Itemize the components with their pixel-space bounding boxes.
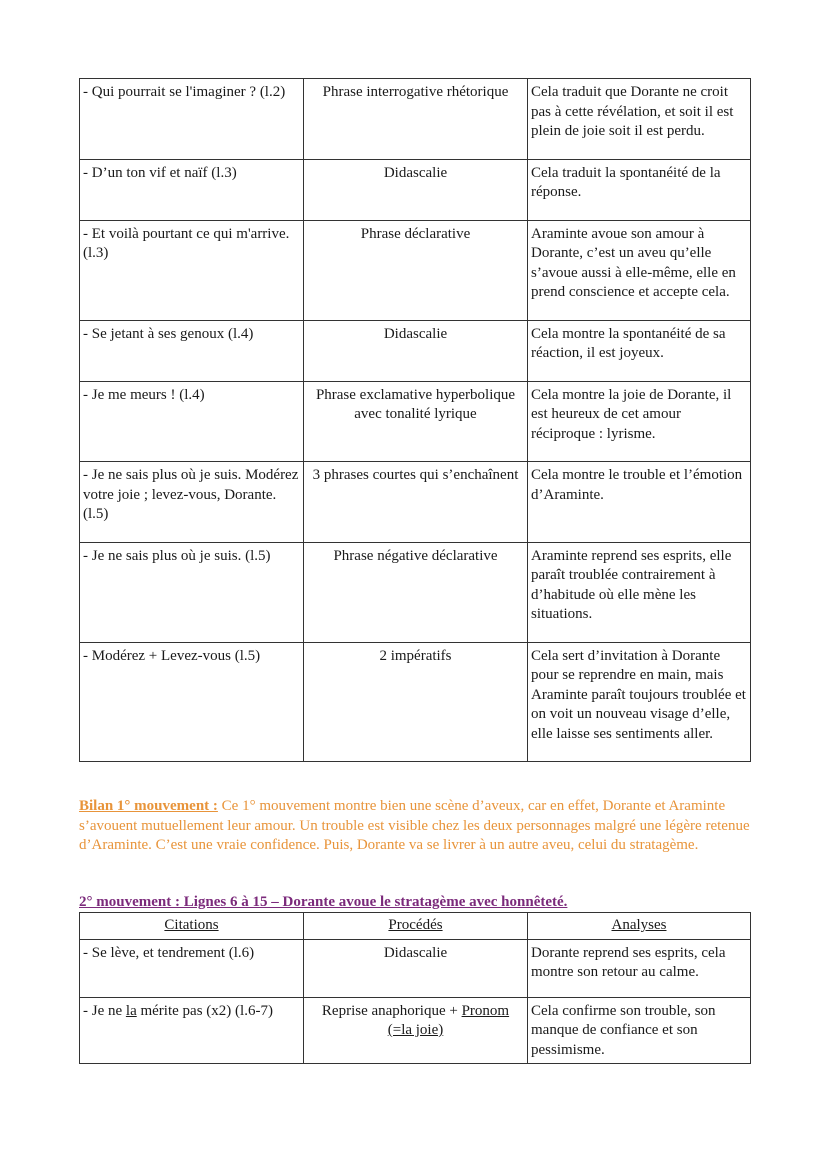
citation-cell: - D’un ton vif et naïf (l.3) <box>80 159 304 220</box>
analyse-cell: Dorante reprend ses esprits, cela montre son retour au calme. <box>528 939 751 997</box>
analyse-cell: Cela montre la spontanéité de sa réaction, il est joyeux. <box>528 320 751 381</box>
table-row <box>80 320 751 381</box>
analyse-cell: Araminte avoue son amour à Dorante, c’est un aveu qu’elle s’avoue aussi à elle-même, elle en prend conscience et accepte cela. <box>528 220 751 320</box>
procede-part: Reprise anaphorique + <box>321 1002 462 1019</box>
procede-underlined: Pronom <box>461 1002 510 1019</box>
citation-underlined: la <box>125 1002 137 1019</box>
citation-cell: - Je ne sais plus où je suis. Modérez votre joie ; levez-vous, Dorante. (l.5) <box>80 462 304 543</box>
analyse-cell: Cela traduit que Dorante ne croit pas à cette révélation, et soit il est plein de joie soit il est perdu. <box>528 79 751 160</box>
citation-cell: - Et voilà pourtant ce qui m'arrive. (l.3) <box>80 220 304 320</box>
analyse-cell: Cela montre le trouble et l’émotion d’Araminte. <box>528 462 751 543</box>
procede-cell: 2 impératifs <box>304 642 528 762</box>
citation-cell: - Modérez + Levez-vous (l.5) <box>80 642 304 762</box>
analyse-cell: Araminte reprend ses esprits, elle paraît troublée contrairement à d’habitude où elle mène les situations. <box>528 542 751 642</box>
procede-cell: Phrase interrogative rhétorique <box>304 79 528 160</box>
table-row <box>80 462 751 543</box>
procede-underlined: (=la joie) <box>387 1022 444 1038</box>
procede-cell: Phrase déclarative <box>304 220 528 320</box>
citation-cell: - Se lève, et tendrement (l.6) <box>80 939 304 997</box>
citation-cell: - Qui pourrait se l'imaginer ? (l.2) <box>80 79 304 160</box>
bilan-text: Ce 1° mouvement montre bien une scène d’aveux, car en effet, Dorante et Araminte s’avouent mutuellement leur amour. Un trouble est visible chez les deux personnages malgré une légère retenue d’Araminte. C’est une vraie confidence. Puis, Dorante va se livrer à un autre aveu, celui du stratagème. <box>79 798 750 853</box>
header-analyses: Analyses <box>528 913 751 940</box>
header-procedes: Procédés <box>304 913 528 940</box>
movement-2-title: 2° mouvement : Lignes 6 à 15 – Dorante avoue le stratagème avec honnêteté. <box>79 894 568 910</box>
table-header-row <box>80 913 751 940</box>
procede-cell: Didascalie <box>304 939 528 997</box>
analyse-cell: Cela sert d’invitation à Dorante pour se reprendre en main, mais Araminte paraît toujours troublée et on voit un nouveau visage d’elle, elle laisse ses sentiments aller. <box>528 642 751 762</box>
procede-cell: Didascalie <box>304 320 528 381</box>
analyse-cell: Cela confirme son trouble, son manque de confiance et son pessimisme. <box>528 997 751 1064</box>
procede-cell: 3 phrases courtes qui s’enchaînent <box>304 462 528 543</box>
movement-2-heading <box>79 893 759 913</box>
citation-part: - Je ne <box>83 1002 126 1019</box>
procede-cell: Phrase négative déclarative <box>304 542 528 642</box>
bilan-paragraph <box>79 797 759 856</box>
citation-cell: - Je ne sais plus où je suis. (l.5) <box>80 542 304 642</box>
procede-cell <box>304 997 528 1064</box>
table-row <box>80 997 751 1064</box>
analyse-cell: Cela traduit la spontanéité de la réponse. <box>528 159 751 220</box>
analysis-table-1 <box>79 78 751 762</box>
table-row <box>80 220 751 320</box>
analysis-table-2 <box>79 912 751 1064</box>
procede-cell: Didascalie <box>304 159 528 220</box>
citation-cell: - Je me meurs ! (l.4) <box>80 381 304 462</box>
table-row <box>80 939 751 997</box>
table-row <box>80 542 751 642</box>
table-row <box>80 642 751 762</box>
analysis-table-1-body <box>80 79 751 762</box>
header-citations: Citations <box>80 913 304 940</box>
citation-part: mérite pas (x2) (l.6-7) <box>136 1002 273 1019</box>
citation-cell <box>80 997 304 1064</box>
table-row <box>80 159 751 220</box>
table-row <box>80 79 751 160</box>
citation-cell: - Se jetant à ses genoux (l.4) <box>80 320 304 381</box>
procede-cell: Phrase exclamative hyperbolique avec tonalité lyrique <box>304 381 528 462</box>
table-row <box>80 381 751 462</box>
bilan-label: Bilan 1° mouvement : <box>79 798 218 814</box>
analyse-cell: Cela montre la joie de Dorante, il est heureux de cet amour réciproque : lyrisme. <box>528 381 751 462</box>
